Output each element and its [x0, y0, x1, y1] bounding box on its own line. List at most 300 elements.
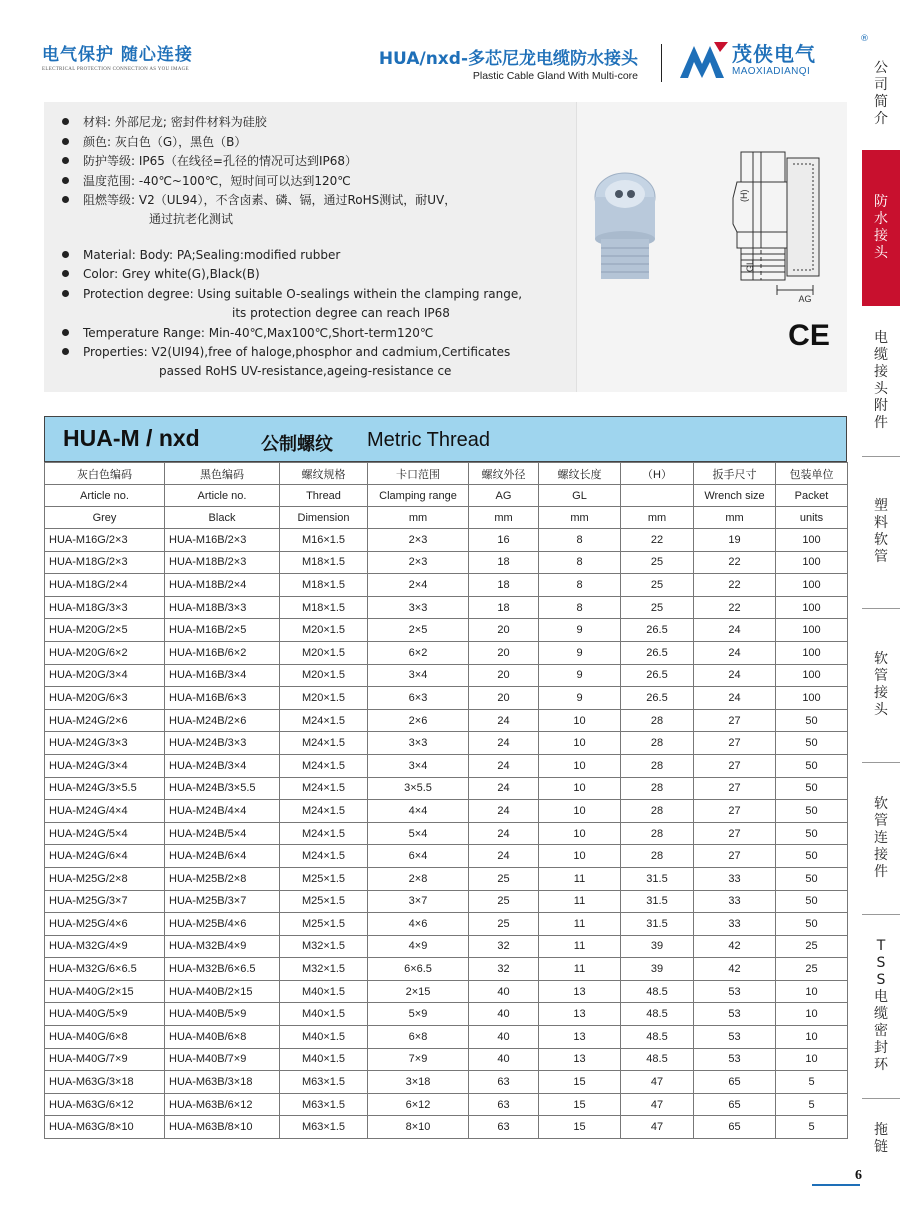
table-row [45, 1003, 848, 1026]
table-cell: 28 [621, 732, 694, 755]
table-cell: M25×1.5 [280, 867, 368, 890]
table-cell: HUA-M63G/3×18 [45, 1071, 165, 1094]
spec-en-protection: Protection degree: Using suitable O-sealings withein the clamping range, [62, 285, 522, 304]
table-cell: 6×2 [368, 641, 469, 664]
table-row [45, 1026, 848, 1049]
table-cell: HUA-M16B/3×4 [165, 664, 280, 687]
spec-en-temperature: Temperature Range: Min-40℃,Max100℃,Short-term120℃ [62, 324, 433, 343]
table-cell: HUA-M18G/3×3 [45, 596, 165, 619]
column-header: units [776, 507, 848, 529]
spec-cn-color: 颜色: 灰白色（G），黑色（B） [62, 133, 246, 152]
table-title: HUA-M / nxd [63, 425, 200, 451]
table-cell: 19 [694, 529, 776, 552]
table-cell: 24 [469, 777, 539, 800]
table-cell: 27 [694, 754, 776, 777]
table-row [45, 709, 848, 732]
page-title: HUA/nxd-多芯尼龙电缆防水接头 [378, 49, 638, 69]
table-cell: 8 [539, 551, 621, 574]
dimension-ag-label: AG [798, 294, 812, 304]
table-cell: 10 [539, 709, 621, 732]
table-cell: HUA-M20G/2×5 [45, 619, 165, 642]
table-row [45, 1071, 848, 1094]
table-cell: M63×1.5 [280, 1116, 368, 1139]
table-cell: 40 [469, 980, 539, 1003]
table-cell: 20 [469, 619, 539, 642]
table-cell: HUA-M18B/3×3 [165, 596, 280, 619]
table-cell: 10 [776, 980, 848, 1003]
table-row [45, 574, 848, 597]
column-header [621, 485, 694, 507]
table-row [45, 754, 848, 777]
table-cell: 3×3 [368, 732, 469, 755]
ce-mark: CE [788, 319, 830, 352]
table-cell: 100 [776, 596, 848, 619]
dimension-h-label: (H) [739, 189, 749, 202]
table-cell: 25 [621, 596, 694, 619]
table-cell: 4×4 [368, 800, 469, 823]
sidebar-item-label: 软管连接件 [874, 795, 888, 880]
page-number: 6 [855, 1168, 862, 1183]
sidebar-item-label: TSS电缆密封环 [874, 938, 888, 1073]
table-cell: 33 [694, 913, 776, 936]
table-cell: 11 [539, 867, 621, 890]
table-cell: 2×3 [368, 551, 469, 574]
table-cell: 5 [776, 1116, 848, 1139]
brand-mark-icon [680, 40, 728, 80]
table-cell: 24 [469, 709, 539, 732]
table-cell: 8 [539, 596, 621, 619]
table-cell: 5×9 [368, 1003, 469, 1026]
table-header-row [45, 463, 848, 485]
table-cell: 3×18 [368, 1071, 469, 1094]
table-cell: HUA-M24G/6×4 [45, 845, 165, 868]
column-header: mm [694, 507, 776, 529]
table-cell: 20 [469, 664, 539, 687]
table-cell: 15 [539, 1116, 621, 1139]
table-cell: 5 [776, 1071, 848, 1094]
table-cell: 39 [621, 958, 694, 981]
table-cell: 26.5 [621, 664, 694, 687]
table-cell: 24 [694, 619, 776, 642]
table-cell: HUA-M40B/5×9 [165, 1003, 280, 1026]
column-header: Article no. [165, 485, 280, 507]
table-cell: 18 [469, 574, 539, 597]
table-cell: HUA-M32G/4×9 [45, 935, 165, 958]
column-header: Packet [776, 485, 848, 507]
table-cell: M25×1.5 [280, 890, 368, 913]
table-cell: 18 [469, 551, 539, 574]
column-header: Thread [280, 485, 368, 507]
sidebar-item-8[interactable] [862, 1098, 900, 1180]
spec-en-properties-cont: passed RoHS UV-resistance,ageing-resistance ce [159, 364, 452, 378]
table-cell: HUA-M24B/4×4 [165, 800, 280, 823]
table-cell: HUA-M20G/6×2 [45, 641, 165, 664]
table-cell: 100 [776, 687, 848, 710]
table-row [45, 619, 848, 642]
table-cell: 33 [694, 890, 776, 913]
table-cell: M24×1.5 [280, 732, 368, 755]
table-cell: 24 [469, 822, 539, 845]
spec-en-material: Material: Body: PA;Sealing:modified rubber [62, 246, 340, 265]
table-cell: 11 [539, 890, 621, 913]
table-cell: HUA-M20G/3×4 [45, 664, 165, 687]
brand-name: 茂侠电气 [732, 42, 816, 66]
table-cell: M18×1.5 [280, 596, 368, 619]
table-cell: 28 [621, 822, 694, 845]
brand-registered: ® [860, 34, 869, 44]
table-title-bar [44, 416, 847, 462]
table-cell: HUA-M63B/8×10 [165, 1116, 280, 1139]
table-cell: 32 [469, 935, 539, 958]
table-cell: HUA-M40B/7×9 [165, 1048, 280, 1071]
table-cell: 27 [694, 709, 776, 732]
table-cell: 33 [694, 867, 776, 890]
table-cell: 10 [776, 1026, 848, 1049]
table-cell: 11 [539, 935, 621, 958]
table-cell: M16×1.5 [280, 529, 368, 552]
table-cell: HUA-M16G/2×3 [45, 529, 165, 552]
table-cell: M25×1.5 [280, 913, 368, 936]
table-cell: 4×9 [368, 935, 469, 958]
table-cell: 9 [539, 619, 621, 642]
table-cell: 8×10 [368, 1116, 469, 1139]
table-cell: 2×6 [368, 709, 469, 732]
spec-cn-material: 材料: 外部尼龙; 密封件材料为硅胶 [62, 113, 267, 132]
table-cell: 24 [469, 800, 539, 823]
table-cell: 13 [539, 1003, 621, 1026]
table-cell: 65 [694, 1071, 776, 1094]
table-cell: HUA-M24B/3×3 [165, 732, 280, 755]
table-cell: M20×1.5 [280, 641, 368, 664]
table-cell: 26.5 [621, 687, 694, 710]
table-cell: M18×1.5 [280, 551, 368, 574]
table-row [45, 958, 848, 981]
table-cell: 27 [694, 845, 776, 868]
table-cell: 50 [776, 867, 848, 890]
table-cell: 15 [539, 1093, 621, 1116]
column-header: 灰白色编码 [45, 463, 165, 485]
table-cell: HUA-M25B/3×7 [165, 890, 280, 913]
table-cell: HUA-M24G/5×4 [45, 822, 165, 845]
table-cell: 53 [694, 1048, 776, 1071]
table-cell: 53 [694, 980, 776, 1003]
table-cell: 10 [539, 777, 621, 800]
sidebar-item-label: 拖链 [874, 1122, 888, 1155]
table-cell: 100 [776, 529, 848, 552]
table-cell: 3×4 [368, 664, 469, 687]
table-cell: 9 [539, 687, 621, 710]
table-cell: HUA-M18G/2×4 [45, 574, 165, 597]
table-cell: M20×1.5 [280, 664, 368, 687]
table-row [45, 777, 848, 800]
page-subtitle: Plastic Cable Gland With Multi-core [472, 70, 638, 82]
table-cell: 2×15 [368, 980, 469, 1003]
table-cell: M40×1.5 [280, 1048, 368, 1071]
table-cell: 26.5 [621, 641, 694, 664]
table-cell: 18 [469, 596, 539, 619]
table-cell: M24×1.5 [280, 777, 368, 800]
table-cell: 6×12 [368, 1093, 469, 1116]
table-cell: 50 [776, 800, 848, 823]
table-cell: HUA-M40G/6×8 [45, 1026, 165, 1049]
table-cell: 63 [469, 1093, 539, 1116]
table-cell: 5×4 [368, 822, 469, 845]
table-cell: M32×1.5 [280, 935, 368, 958]
column-header: Dimension [280, 507, 368, 529]
table-row [45, 641, 848, 664]
table-cell: 24 [469, 732, 539, 755]
table-cell: 50 [776, 822, 848, 845]
sidebar-item-5[interactable] [862, 608, 900, 762]
column-header: GL [539, 485, 621, 507]
table-cell: 63 [469, 1071, 539, 1094]
table-cell: 5 [776, 1093, 848, 1116]
table-cell: 25 [776, 958, 848, 981]
table-cell: 50 [776, 890, 848, 913]
table-cell: 9 [539, 664, 621, 687]
column-header: 扳手尺寸 [694, 463, 776, 485]
table-cell: 10 [776, 1003, 848, 1026]
column-header: 螺纹长度 [539, 463, 621, 485]
column-header: 螺纹外径 [469, 463, 539, 485]
table-cell: 28 [621, 800, 694, 823]
spec-en-properties: Properties: V2(UI94),free of haloge,phosphor and cadmium,Certificates [62, 343, 510, 362]
table-cell: M24×1.5 [280, 709, 368, 732]
table-cell: 48.5 [621, 1026, 694, 1049]
table-cell: 48.5 [621, 980, 694, 1003]
column-header: 黑色编码 [165, 463, 280, 485]
table-cell: HUA-M16B/2×3 [165, 529, 280, 552]
table-cell: 31.5 [621, 913, 694, 936]
column-header: mm [621, 507, 694, 529]
table-row [45, 732, 848, 755]
table-cell: 15 [539, 1071, 621, 1094]
sidebar-item-label: 塑料软管 [874, 498, 888, 565]
table-cell: 25 [776, 935, 848, 958]
sidebar-item-label: 软管接头 [874, 651, 888, 718]
spec-cn-flame: 阻燃等级: V2（UL94），不含卤素、磷、镉，通过RoHS测试，耐UV， [62, 191, 456, 210]
table-cell: HUA-M40B/2×15 [165, 980, 280, 1003]
table-cell: HUA-M40G/7×9 [45, 1048, 165, 1071]
table-cell: 48.5 [621, 1048, 694, 1071]
table-cell: 20 [469, 687, 539, 710]
table-cell: 53 [694, 1026, 776, 1049]
table-cell: HUA-M24G/3×4 [45, 754, 165, 777]
table-cell: HUA-M24G/3×3 [45, 732, 165, 755]
table-title-cn: 公制螺纹 [261, 434, 333, 455]
table-row [45, 890, 848, 913]
table-row [45, 1116, 848, 1139]
table-cell: 42 [694, 958, 776, 981]
table-cell: 32 [469, 958, 539, 981]
page-number-underline [812, 1184, 860, 1186]
table-cell: 8 [539, 574, 621, 597]
table-cell: 2×5 [368, 619, 469, 642]
dimension-gl-label: GL [745, 259, 755, 272]
table-cell: M24×1.5 [280, 800, 368, 823]
table-cell: HUA-M25B/2×8 [165, 867, 280, 890]
table-cell: 31.5 [621, 867, 694, 890]
spec-en-protection-cont: its protection degree can reach IP68 [232, 306, 450, 320]
table-cell: 10 [539, 732, 621, 755]
table-cell: 11 [539, 913, 621, 936]
table-cell: 50 [776, 754, 848, 777]
column-header: Grey [45, 507, 165, 529]
table-cell: 10 [539, 845, 621, 868]
table-cell: 28 [621, 845, 694, 868]
table-cell: 25 [621, 551, 694, 574]
table-cell: 6×8 [368, 1026, 469, 1049]
table-cell: HUA-M18G/2×3 [45, 551, 165, 574]
table-cell: 40 [469, 1026, 539, 1049]
table-cell: HUA-M20G/6×3 [45, 687, 165, 710]
table-cell: 22 [694, 574, 776, 597]
table-cell: 3×3 [368, 596, 469, 619]
table-cell: 47 [621, 1071, 694, 1094]
table-cell: 3×7 [368, 890, 469, 913]
table-row [45, 822, 848, 845]
table-row [45, 845, 848, 868]
table-cell: M20×1.5 [280, 687, 368, 710]
column-header: Wrench size [694, 485, 776, 507]
table-cell: 27 [694, 777, 776, 800]
table-cell: 2×8 [368, 867, 469, 890]
table-header-row [45, 485, 848, 507]
slogan-en: ELECTRICAL PROTECTION CONNECTION AS YOU IMAGE [42, 67, 189, 72]
table-cell: HUA-M24B/2×6 [165, 709, 280, 732]
table-cell: 47 [621, 1116, 694, 1139]
table-cell: M63×1.5 [280, 1071, 368, 1094]
table-cell: HUA-M63G/8×10 [45, 1116, 165, 1139]
table-row [45, 913, 848, 936]
category-sidebar [862, 0, 900, 1221]
table-row [45, 867, 848, 890]
spec-panel [44, 102, 847, 392]
header-slogan-block [42, 40, 193, 72]
column-header: AG [469, 485, 539, 507]
table-cell: HUA-M63B/3×18 [165, 1071, 280, 1094]
sidebar-item-1[interactable] [862, 38, 900, 150]
table-cell: 27 [694, 800, 776, 823]
table-cell: 10 [539, 822, 621, 845]
product-illustration [576, 102, 847, 392]
table-cell: 25 [469, 890, 539, 913]
table-cell: HUA-M25G/3×7 [45, 890, 165, 913]
table-cell: 28 [621, 709, 694, 732]
spec-cn-temperature: 温度范围: -40℃~100℃，短时间可以达到120℃ [62, 172, 351, 191]
sidebar-item-3[interactable] [862, 306, 900, 456]
brand-name-en: MAOXIADIANQI [732, 66, 811, 77]
table-cell: 50 [776, 732, 848, 755]
dimension-drawing-icon [733, 152, 819, 295]
column-header: （H） [621, 463, 694, 485]
table-cell: 24 [469, 754, 539, 777]
table-cell: 25 [621, 574, 694, 597]
sidebar-item-4[interactable] [862, 456, 900, 608]
table-cell: HUA-M24G/3×5.5 [45, 777, 165, 800]
sidebar-item-7[interactable] [862, 914, 900, 1098]
table-cell: 100 [776, 619, 848, 642]
table-cell: 47 [621, 1093, 694, 1116]
table-cell: 2×3 [368, 529, 469, 552]
column-header: mm [469, 507, 539, 529]
table-cell: 26.5 [621, 619, 694, 642]
table-row [45, 596, 848, 619]
table-cell: M40×1.5 [280, 980, 368, 1003]
table-cell: M63×1.5 [280, 1093, 368, 1116]
table-cell: HUA-M16B/2×5 [165, 619, 280, 642]
table-cell: M24×1.5 [280, 845, 368, 868]
table-cell: HUA-M25G/4×6 [45, 913, 165, 936]
column-header: 螺纹规格 [280, 463, 368, 485]
table-row [45, 664, 848, 687]
table-cell: 13 [539, 980, 621, 1003]
table-cell: M20×1.5 [280, 619, 368, 642]
table-cell: 3×5.5 [368, 777, 469, 800]
table-cell: HUA-M24B/6×4 [165, 845, 280, 868]
table-cell: HUA-M16B/6×3 [165, 687, 280, 710]
spec-list [44, 102, 574, 392]
table-cell: HUA-M24B/3×5.5 [165, 777, 280, 800]
sidebar-item-label: 电缆接头附件 [874, 330, 888, 431]
table-cell: 24 [469, 845, 539, 868]
table-cell: 25 [469, 913, 539, 936]
cable-gland-drawing [577, 102, 848, 392]
table-cell: HUA-M25B/4×6 [165, 913, 280, 936]
table-cell: 6×3 [368, 687, 469, 710]
table-cell: HUA-M63G/6×12 [45, 1093, 165, 1116]
table-cell: 4×6 [368, 913, 469, 936]
table-cell: HUA-M18B/2×3 [165, 551, 280, 574]
table-cell: 6×6.5 [368, 958, 469, 981]
spec-cn-protection: 防护等级: IP65（在线径=孔径的情况可达到IP68） [62, 152, 357, 171]
table-cell: 40 [469, 1003, 539, 1026]
column-header: Black [165, 507, 280, 529]
spec-cn-flame-cont: 通过抗老化测试 [149, 212, 234, 226]
table-row [45, 529, 848, 552]
table-row [45, 1093, 848, 1116]
table-cell: 63 [469, 1116, 539, 1139]
table-cell: M40×1.5 [280, 1003, 368, 1026]
table-cell: 25 [469, 867, 539, 890]
sidebar-item-2[interactable] [862, 150, 900, 306]
table-cell: 3×4 [368, 754, 469, 777]
table-cell: HUA-M24B/3×4 [165, 754, 280, 777]
table-cell: 22 [694, 551, 776, 574]
table-cell: M24×1.5 [280, 754, 368, 777]
table-cell: HUA-M24B/5×4 [165, 822, 280, 845]
table-cell: 10 [539, 800, 621, 823]
table-cell: HUA-M40G/2×15 [45, 980, 165, 1003]
table-cell: 13 [539, 1026, 621, 1049]
table-cell: 13 [539, 1048, 621, 1071]
table-cell: HUA-M40G/5×9 [45, 1003, 165, 1026]
table-cell: HUA-M32G/6×6.5 [45, 958, 165, 981]
table-cell: 31.5 [621, 890, 694, 913]
table-cell: 28 [621, 777, 694, 800]
table-cell: 53 [694, 1003, 776, 1026]
table-cell: 10 [776, 1048, 848, 1071]
table-cell: 39 [621, 935, 694, 958]
table-cell: 65 [694, 1116, 776, 1139]
sidebar-item-6[interactable] [862, 762, 900, 914]
table-cell: 22 [621, 529, 694, 552]
column-header: mm [368, 507, 469, 529]
table-cell: 20 [469, 641, 539, 664]
table-cell: HUA-M32B/4×9 [165, 935, 280, 958]
table-cell: 27 [694, 822, 776, 845]
table-cell: 16 [469, 529, 539, 552]
